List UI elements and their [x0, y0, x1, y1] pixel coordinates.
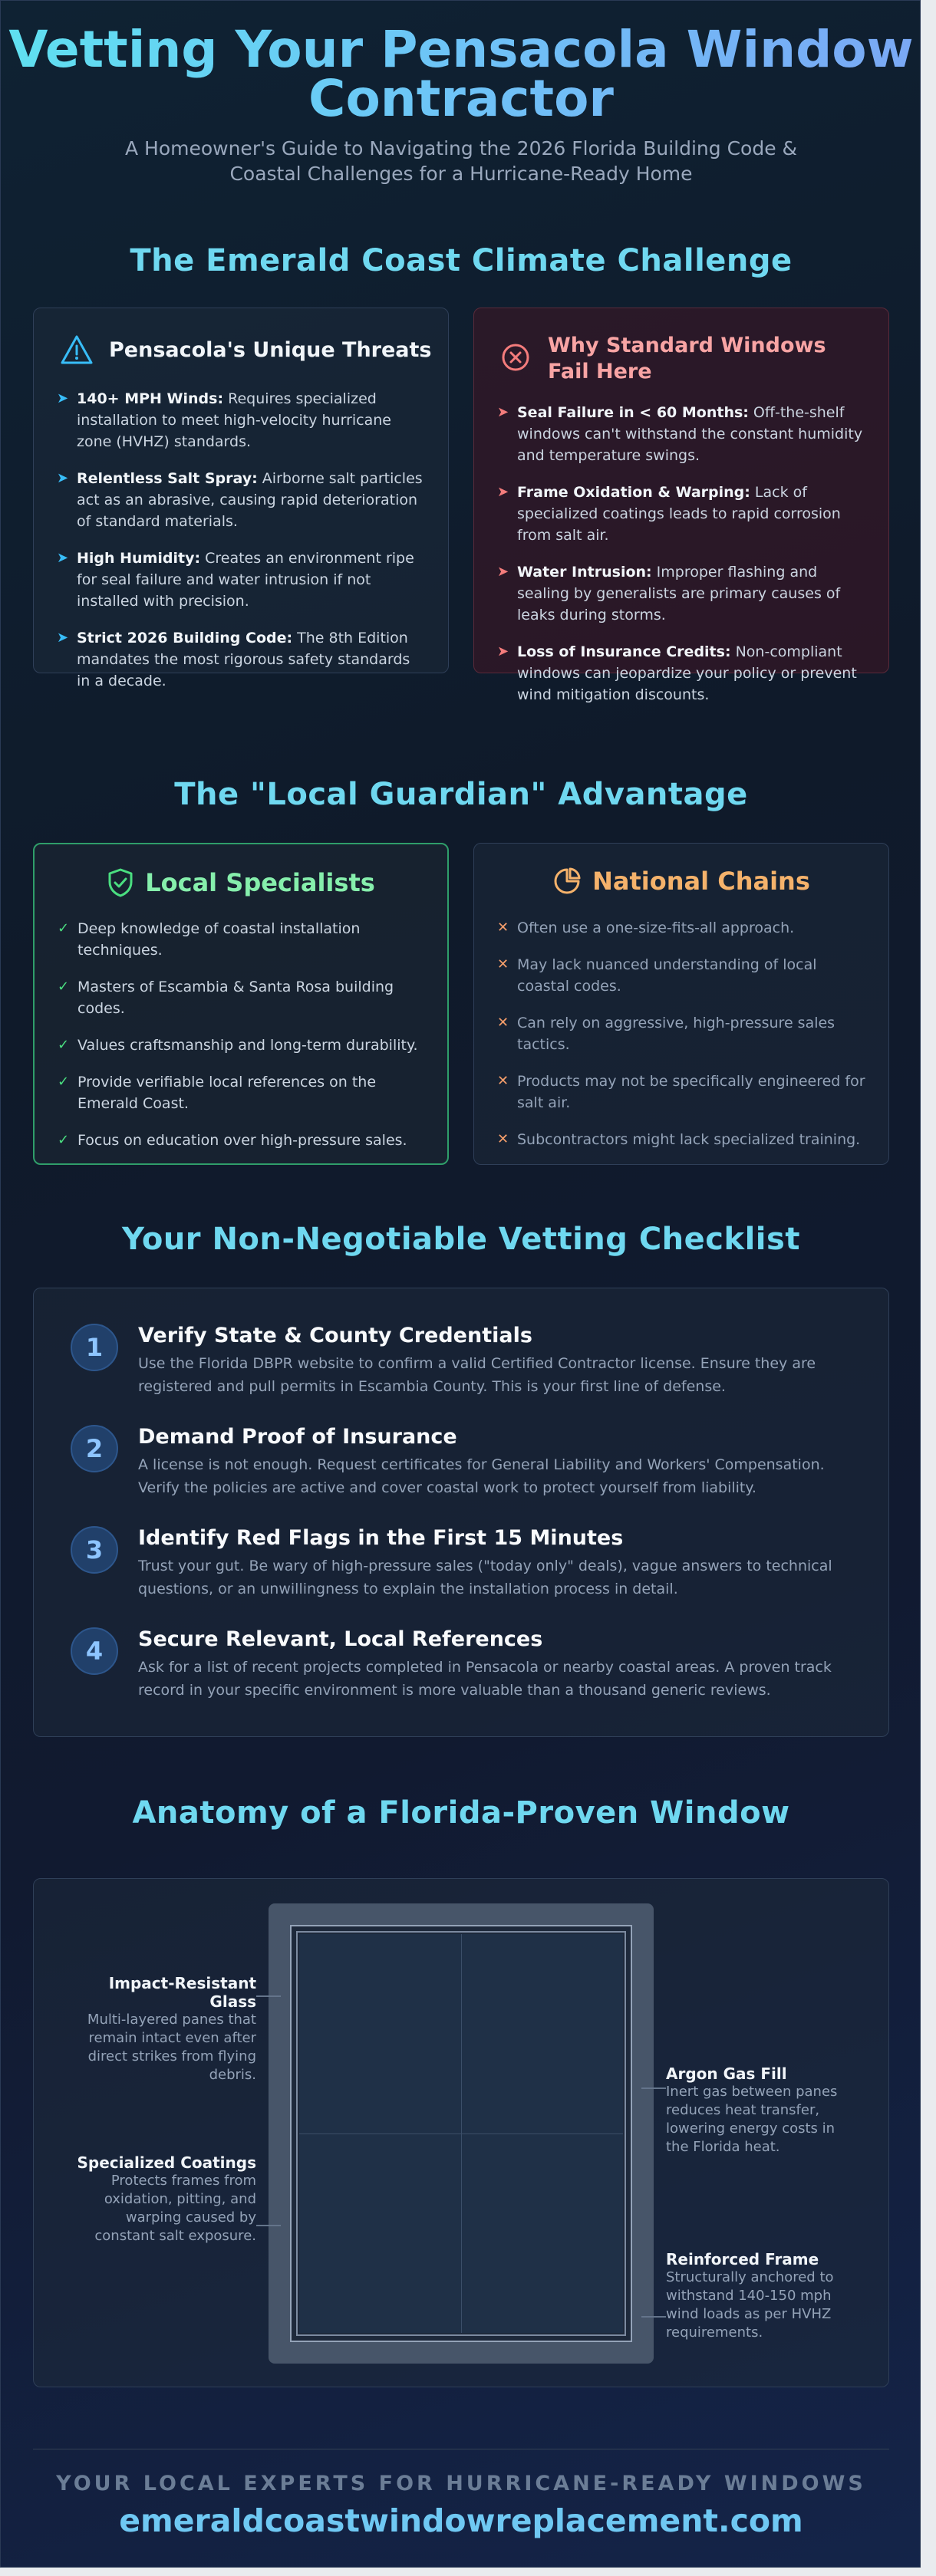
check-icon: ✓	[58, 979, 70, 995]
anatomy-card	[33, 1878, 889, 2387]
list-item: ✓ Deep knowledge of coastal installation techniques.	[58, 918, 424, 961]
checklist-item-title: Verify State & County Credentials	[138, 1324, 532, 1347]
local-specialists-list	[58, 918, 424, 1166]
check-icon: ✓	[58, 1037, 70, 1053]
checklist-item-desc: Ask for a list of recent projects completed in Pensacola or nearby coastal areas. A proven track record in your specific environment is more valuable than a thousand generic reviews.	[138, 1659, 832, 1699]
connector-line	[256, 1995, 281, 1997]
list-item: ✓ Values craftsmanship and long-term durability.	[58, 1035, 424, 1056]
window-illustration	[269, 1903, 654, 2364]
guardian-section-title: The "Local Guardian" Advantage	[174, 777, 748, 812]
list-item: ➤ Seal Failure in < 60 Months: Off-the-shelf windows can't withstand the constant humidity and temperature swings.	[497, 402, 865, 466]
footer-url-link[interactable]: emeraldcoastwindowreplacement.com	[119, 2502, 803, 2539]
checklist-item	[85, 1324, 858, 1398]
arrow-icon: ➤	[57, 390, 69, 406]
cross-icon: ✕	[497, 956, 509, 972]
failures-card-title: Why Standard Windows Fail Here	[548, 334, 826, 383]
connector-line	[641, 2316, 666, 2318]
checklist-item-title: Identify Red Flags in the First 15 Minutes	[138, 1526, 624, 1550]
footer-tagline: YOUR LOCAL EXPERTS FOR HURRICANE-READY WINDOWS	[56, 2472, 866, 2495]
step-number: 2	[71, 1425, 118, 1472]
checklist-item-title: Secure Relevant, Local References	[138, 1627, 543, 1651]
failures-list	[497, 402, 865, 721]
local-specialists-card	[33, 843, 449, 1165]
label-reinforced-frame: Reinforced Frame Structurally anchored to withstand 140-150 mph wind loads as per HVHZ requirements.	[666, 2250, 834, 2341]
list-item: ✓ Focus on education over high-pressure sales.	[58, 1130, 424, 1151]
checklist-item-desc: A license is not enough. Request certificates for General Liability and Workers' Compensation. Verify the policies are active and cover coastal work to protect yourself from liability.	[138, 1456, 825, 1496]
page-title	[1, 20, 921, 128]
step-number: 4	[71, 1627, 118, 1675]
pie-chart-icon	[552, 867, 582, 896]
connector-line	[641, 2087, 666, 2089]
list-item: ✕ Subcontractors might lack specialized training.	[497, 1129, 865, 1150]
arrow-icon: ➤	[57, 630, 69, 646]
arrow-icon: ➤	[497, 484, 509, 500]
cross-icon: ✕	[497, 920, 509, 936]
list-item: ✕ May lack nuanced understanding of local coastal codes.	[497, 954, 865, 997]
list-item: ➤ Relentless Salt Spray: Airborne salt particles act as an abrasive, causing rapid deterioration of standard materials.	[57, 468, 425, 532]
arrow-icon: ➤	[57, 550, 69, 566]
checklist-item-title: Demand Proof of Insurance	[138, 1425, 457, 1449]
label-argon-gas: Argon Gas Fill Inert gas between panes reduces heat transfer, lowering energy costs in the Florida heat.	[666, 2064, 838, 2155]
list-item: ✓ Provide verifiable local references on the Emerald Coast.	[58, 1071, 424, 1114]
national-chains-list	[497, 917, 865, 1166]
page-subtitle: A Homeowner's Guide to Navigating the 2026 Florida Building Code & Coastal Challenges for a Hurricane-Ready Home	[124, 137, 798, 185]
check-icon: ✓	[58, 1074, 70, 1090]
checklist-item	[85, 1526, 858, 1601]
checklist-item-desc: Trust your gut. Be wary of high-pressure sales ("today only" deals), vague answers to technical questions, or an unwillingness to explain the installation process in detail.	[138, 1558, 832, 1597]
list-item: ✓ Masters of Escambia & Santa Rosa building codes.	[58, 976, 424, 1019]
list-item: ➤ Loss of Insurance Credits: Non-compliant windows can jeopardize your policy or prevent wind mitigation discounts.	[497, 641, 865, 706]
threats-card-title: Pensacola's Unique Threats	[109, 337, 432, 362]
shield-check-icon	[107, 867, 134, 898]
arrow-icon: ➤	[497, 564, 509, 580]
label-specialized-coatings: Specialized Coatings Protects frames from oxidation, pitting, and warping caused by constant salt exposure.	[77, 2153, 256, 2244]
national-chains-card	[473, 843, 889, 1165]
cross-icon: ✕	[497, 1131, 509, 1147]
list-item: ✕ Can rely on aggressive, high-pressure sales tactics.	[497, 1012, 865, 1055]
arrow-icon: ➤	[57, 470, 69, 486]
checklist-item	[85, 1425, 858, 1499]
check-icon: ✓	[58, 920, 70, 936]
anatomy-section-title: Anatomy of a Florida-Proven Window	[132, 1795, 790, 1831]
page-title-line-2: Contractor	[308, 69, 614, 128]
local-specialists-title: Local Specialists	[145, 868, 375, 897]
arrow-icon: ➤	[497, 404, 509, 420]
list-item: ➤ Frame Oxidation & Warping: Lack of specialized coatings leads to rapid corrosion from salt air.	[497, 482, 865, 546]
warning-triangle-icon	[60, 334, 94, 365]
list-item: ➤ High Humidity: Creates an environment ripe for seal failure and water intrusion if not installed with precision.	[57, 548, 425, 612]
arrow-icon: ➤	[497, 643, 509, 660]
failures-card	[473, 308, 889, 703]
climate-section-title: The Emerald Coast Climate Challenge	[130, 243, 793, 278]
checklist-card	[33, 1288, 889, 1737]
list-item: ✕ Often use a one-size-fits-all approach.	[497, 917, 865, 939]
cross-icon: ✕	[497, 1015, 509, 1031]
check-icon: ✓	[58, 1132, 70, 1148]
list-item: ✕ Products may not be specifically engineered for salt air.	[497, 1071, 865, 1114]
cross-icon: ✕	[497, 1073, 509, 1089]
list-item: ➤ Strict 2026 Building Code: The 8th Edition mandates the most rigorous safety standards in a decade.	[57, 627, 425, 692]
label-impact-glass: Impact-Resistant Glass Multi-layered panes that remain intact even after direct strikes from flying debris.	[87, 1974, 256, 2083]
step-number: 3	[71, 1526, 118, 1574]
threats-list	[57, 388, 425, 707]
step-number: 1	[71, 1324, 118, 1371]
threats-card	[33, 308, 449, 689]
connector-line	[256, 2225, 281, 2226]
checklist-item-desc: Use the Florida DBPR website to confirm a valid Certified Contractor license. Ensure they are registered and pull permits in Escambia County. This is your first line of defense.	[138, 1355, 816, 1395]
list-item: ➤ 140+ MPH Winds: Requires specialized installation to meet high-velocity hurricane zone (HVHZ) standards.	[57, 388, 425, 452]
checklist-section-title: Your Non-Negotiable Vetting Checklist	[122, 1222, 800, 1257]
national-chains-title: National Chains	[592, 867, 810, 896]
page-title-line-1: Vetting Your Pensacola Window	[8, 20, 914, 79]
list-item: ➤ Water Intrusion: Improper flashing and sealing by generalists are primary causes of leaks during storms.	[497, 561, 865, 626]
x-circle-icon	[500, 342, 531, 373]
checklist-item	[85, 1627, 858, 1702]
